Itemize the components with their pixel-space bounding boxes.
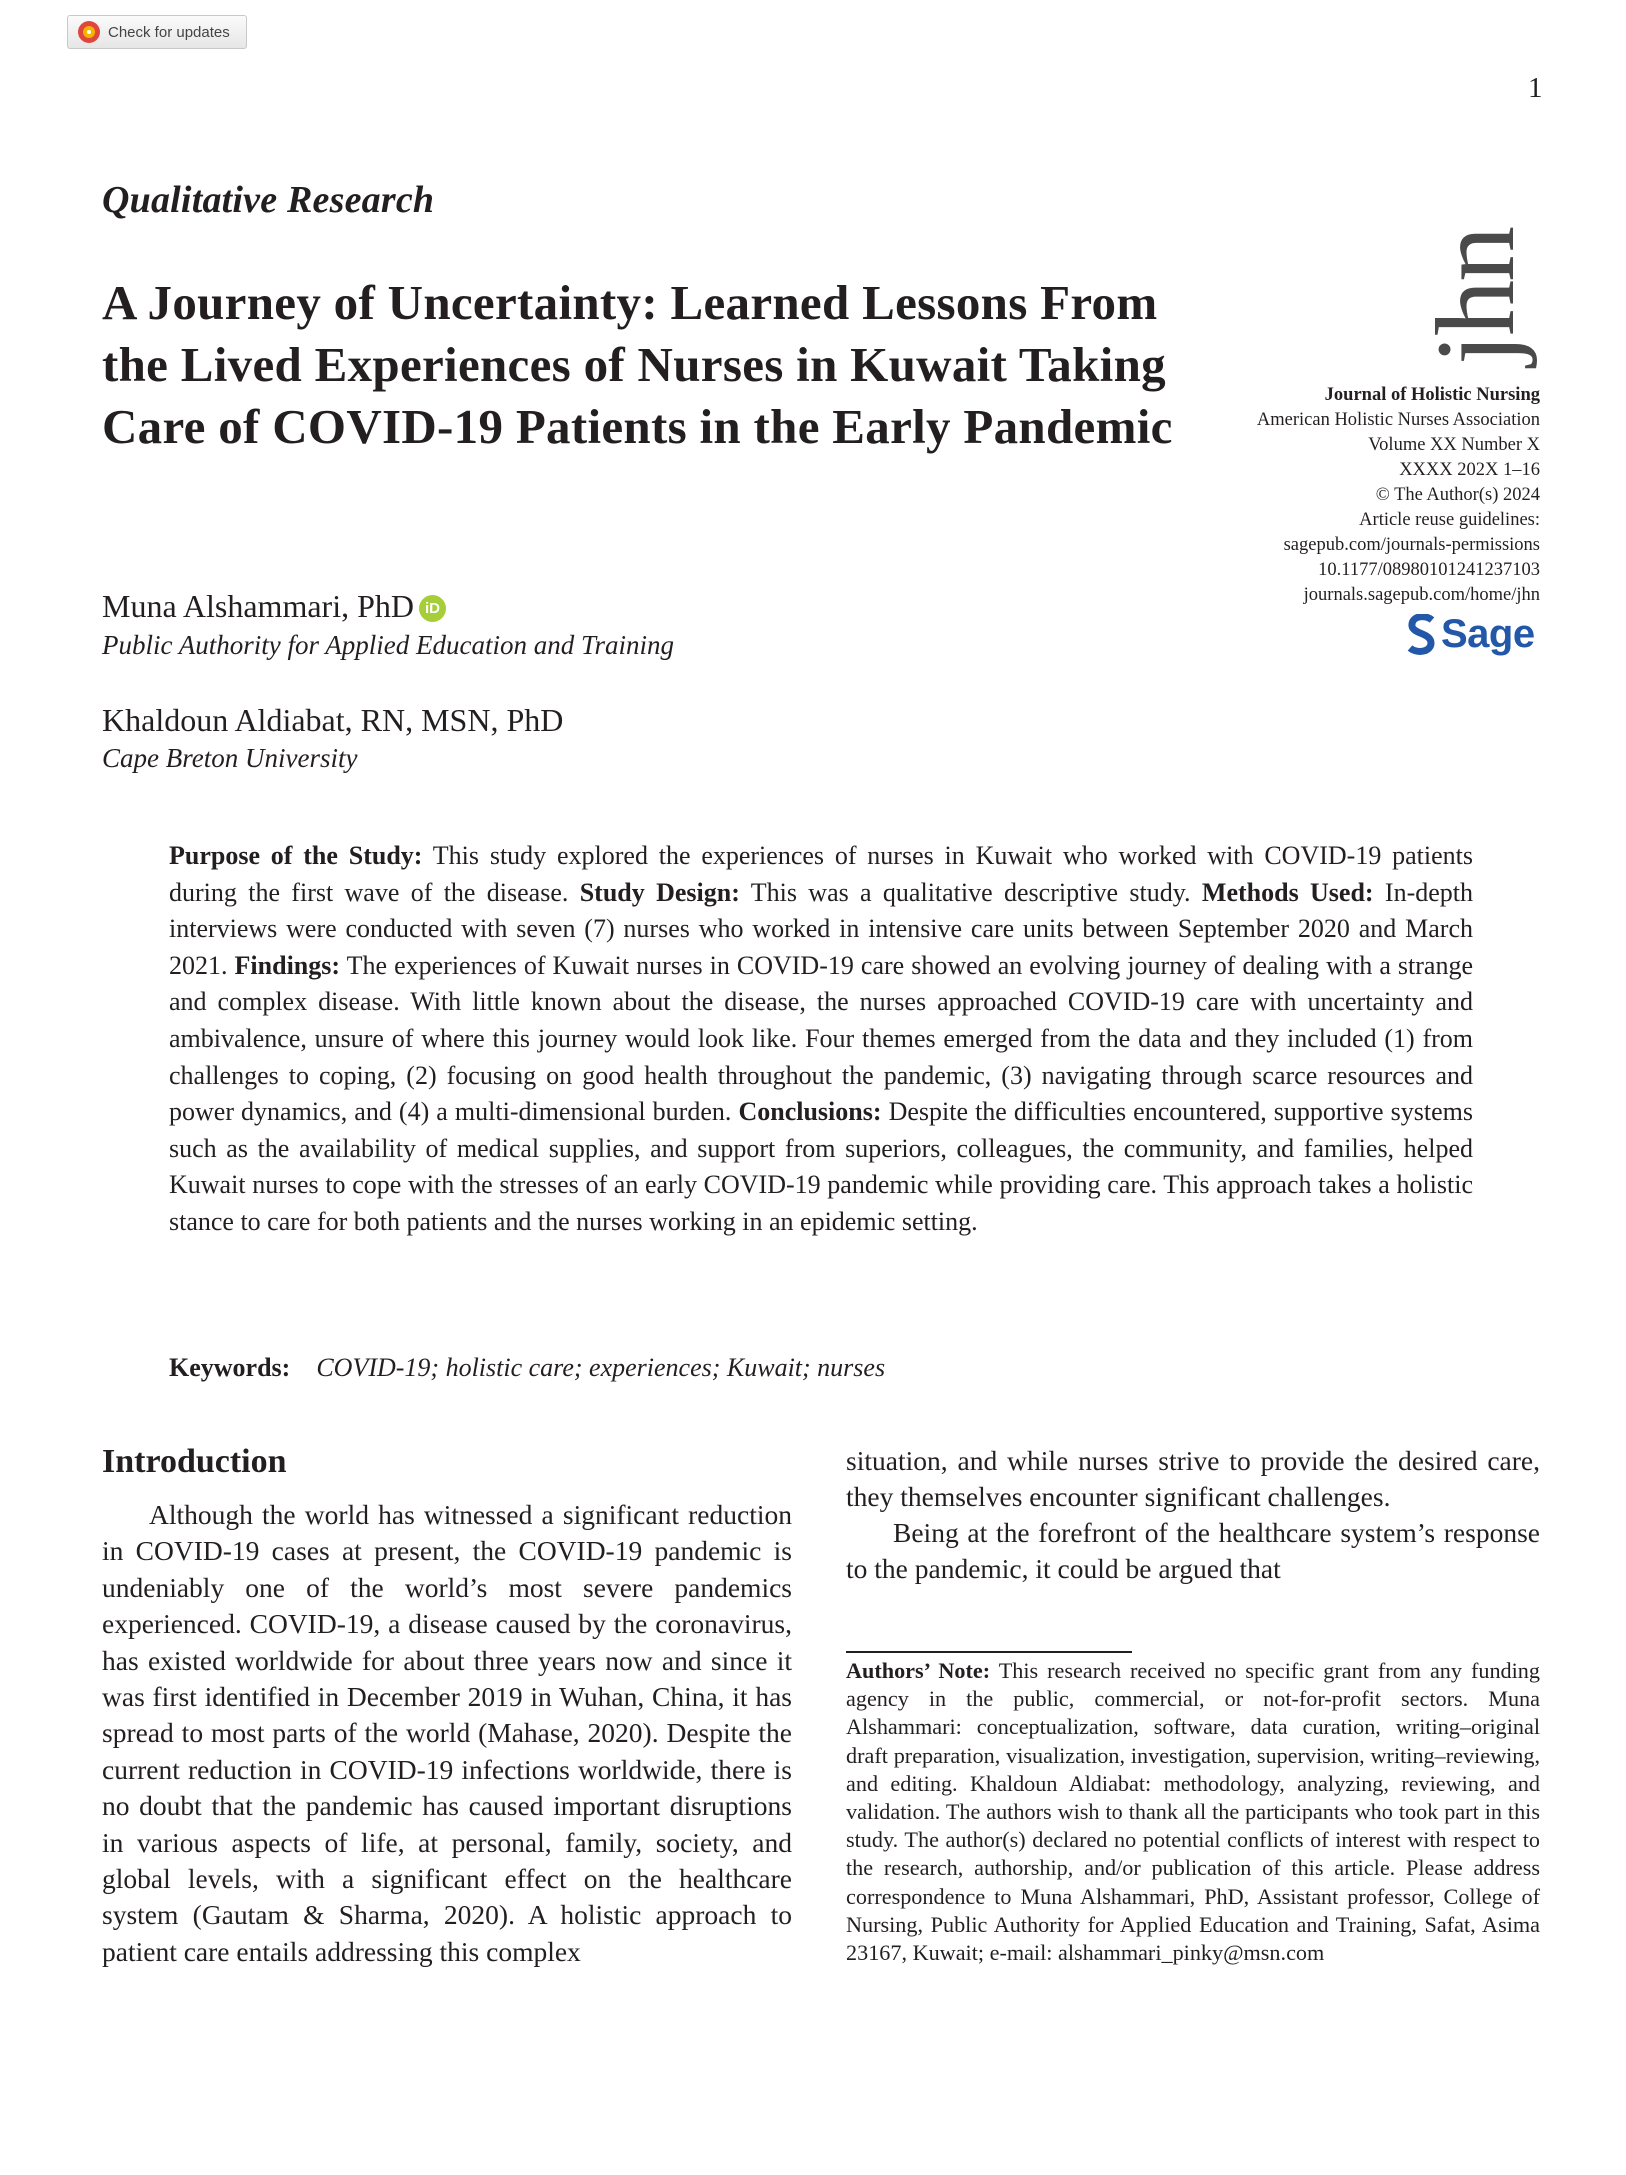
findings-text: The experiences of Kuwait nurses in COVID-19 care showed an evolving journey of dealing with a strange and complex disease. With little known about the disease, the nurses approached COVID-19 care with uncertainty and ambivalence, unsure of where this journey would look like. Four themes emerged from the data and they included (1) from challenges to coping, (2) focusing on good health throughout the pandemic, (3) navigating through scarce resources and power dynamics, and (4) a multi-dimensional burden. — [169, 950, 1474, 1127]
sage-wordmark: Sage — [1441, 612, 1535, 656]
journal-volume: Volume XX Number X — [1368, 435, 1540, 455]
introduction-paragraph-2: Being at the forefront of the healthcare system’s response to the pandemic, it could be argued that — [846, 1517, 1540, 1585]
purpose-label: Purpose of the Study: — [169, 841, 423, 870]
sage-s-icon — [1407, 614, 1437, 656]
journal-info — [1180, 383, 1540, 608]
keywords-label: Keywords: — [169, 1353, 291, 1382]
introduction-paragraph-1: Although the world has witnessed a significant reduction in COVID-19 cases at present, the COVID-19 pandemic is undeniably one of the world’s most severe pandemics experienced. COVID-19, a disease caused by the coronavirus, has existed worldwide for about three years now and since it was first identified in December 2019 in Wuhan, China, it has spread to most parts of the world (Mahase, 2020). Despite the current reduction in COVID-19 infections worldwide, there is no doubt that the pandemic has caused important disruptions in various aspects of life, at personal, family, society, and global levels, with a significant effect on the healthcare system (Gautam & Sharma, 2020). A holistic approach to patient care entails addressing this complex — [102, 1499, 792, 1967]
findings-label: Findings: — [234, 950, 341, 980]
crossmark-icon — [78, 21, 100, 43]
design-label: Study Design: — [579, 877, 740, 907]
conclusions-label: Conclusions: — [738, 1097, 882, 1127]
journal-name: Journal of Holistic Nursing — [1324, 385, 1540, 405]
check-for-updates-button[interactable] — [67, 15, 247, 49]
methods-label: Methods Used: — [1201, 877, 1374, 907]
author-2-affiliation: Cape Breton University — [102, 743, 358, 773]
introduction-paragraph-1-continued: situation, and while nurses strive to provide the desired care, they themselves encounter significant challenges. — [846, 1445, 1540, 1513]
journal-home-link[interactable]: journals.sagepub.com/home/jhn — [1303, 585, 1540, 605]
article-title: A Journey of Uncertainty: Learned Lessons From the Lived Experiences of Nurses in Kuwait Taking Care of COVID-19 Patients in the Early Pandemic — [102, 275, 1173, 454]
doi-link[interactable]: 10.1177/08980101241237103 — [1318, 560, 1540, 580]
author-1-affiliation: Public Authority for Applied Education and Training — [102, 630, 674, 660]
introduction-heading: Introduction — [102, 1443, 287, 1480]
conclusions-text: Despite the difficulties encountered, supportive systems such as the availability of medical supplies, and support from superiors, colleagues, the community, and families, helped Kuwait nurses to cope with the stresses of an early COVID-19 pandemic while providing care. This approach takes a holistic stance to care for both patients and the nurses working in an epidemic setting. — [169, 1097, 1473, 1236]
design-text: This was a qualitative descriptive study. — [739, 877, 1202, 907]
article-type: Qualitative Research — [102, 179, 435, 221]
page-number: 1 — [1528, 72, 1543, 104]
keywords — [169, 1353, 885, 1383]
reuse-label: Article reuse guidelines: — [1359, 510, 1540, 530]
orcid-icon[interactable]: iD — [419, 595, 446, 622]
methods-text: In-depth interviews were conducted with seven (7) nurses who worked in intensive care units between September 2020 and March 2021. — [169, 877, 1473, 980]
journal-logo-text: jhn — [1414, 227, 1538, 365]
check-for-updates-label: Check for updates — [108, 23, 230, 41]
authors-note-text: This research received no specific grant from any funding agency in the public, commercial, or not-for-profit sectors. Muna Alshammari: conceptualization, software, data curation, writing–original draft preparation, visualization, investigation, supervision, writing–reviewing, and editing. Khaldoun Aldiabat: methodology, analyzing, reviewing, and validation. The authors wish to thank all the participants who took part in this study. The author(s) declared no potential conflicts of interest with respect to the research, authorship, and/or publication of this article. Please address correspondence to Muna Alshammari, PhD, Assistant professor, College of Nursing, Public Authority for Applied Education and Training, Safat, Asima 23167, Kuwait; e-mail: alshammari_pinky@msn.com — [846, 1658, 1540, 1966]
author-1-name: Muna Alshammari, PhD — [102, 588, 414, 624]
journal-logo — [1405, 165, 1545, 370]
authors-note — [846, 1657, 1540, 1967]
author-name — [102, 588, 446, 625]
purpose-text: This study explored the experiences of nurses in Kuwait who worked with COVID-19 patients during the first wave of the disease. — [169, 841, 1473, 907]
journal-association: American Holistic Nurses Association — [1256, 410, 1540, 430]
journal-issue-pages: XXXX 202X 1–16 — [1399, 460, 1540, 480]
authors-note-label: Authors’ Note: — [846, 1658, 991, 1683]
footnote-divider — [846, 1651, 1132, 1653]
sage-logo[interactable] — [1407, 612, 1535, 657]
abstract — [169, 838, 1473, 1241]
reuse-link[interactable]: sagepub.com/journals-permissions — [1283, 535, 1540, 555]
author-2-name: Khaldoun Aldiabat, RN, MSN, PhD — [102, 702, 564, 738]
journal-copyright: © The Author(s) 2024 — [1375, 485, 1540, 505]
keywords-list: COVID-19; holistic care; experiences; Kuwait; nurses — [316, 1353, 886, 1382]
